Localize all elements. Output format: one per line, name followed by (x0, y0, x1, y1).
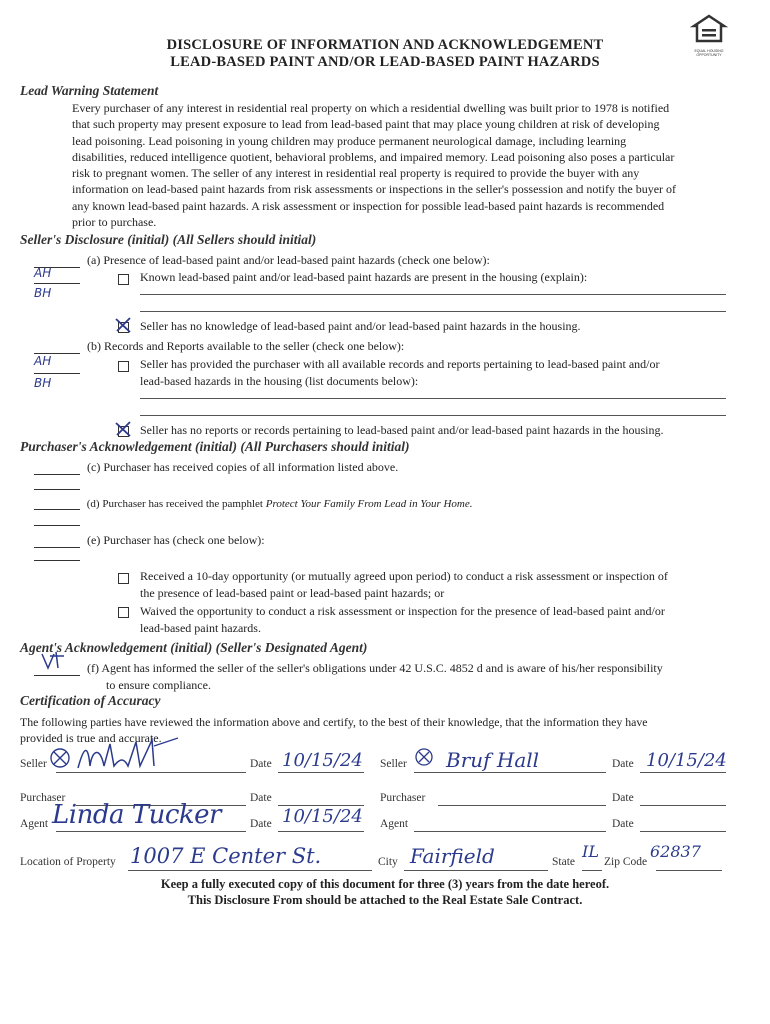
option-no-knowledge: Seller has no knowledge of lead-based paint and/or lead-based paint hazards in the housing. (140, 319, 581, 333)
lead-warning-line: information on lead-based paint hazards from risk assessments or inspections in the seller's possession and notify the buyer of (72, 182, 677, 197)
item-f (34, 661, 663, 676)
check-mark-icon (114, 316, 134, 334)
zip-line[interactable] (656, 870, 722, 871)
purchaser-1-date-label: Date (250, 792, 272, 804)
documents-line-2[interactable] (140, 415, 726, 416)
seller-1-signature (44, 736, 194, 776)
seller-2-date-value: 10/15/24 (646, 750, 727, 771)
item-a (34, 253, 490, 268)
item-e (34, 533, 265, 548)
title-line-1: DISCLOSURE OF INFORMATION AND ACKNOWLEDGEMENT (166, 37, 604, 53)
item-f-label: (f) (87, 661, 99, 675)
seller-initials-b-1: AH (34, 354, 52, 368)
option-known-lead-paint: Known lead-based paint and/or lead-based paint hazards are present in the housing (explain): (140, 270, 588, 284)
location-value: 1007 E Center St. (130, 844, 322, 868)
location-line[interactable] (128, 870, 372, 871)
seller-initials-b-2: BH (34, 376, 52, 390)
certification-heading: Certification of Accuracy (20, 693, 161, 708)
lead-warning-line: any known lead-based paint hazards. A risk assessment or inspection for possible lead-based paint hazards is recommended (72, 198, 665, 213)
initial-blank-b2[interactable] (34, 373, 80, 374)
item-f-text: Agent has informed the seller of the seller's obligations under 42 U.S.C. 4852 d and is aware of his/her responsibility (101, 661, 663, 675)
initial-blank-b[interactable] (34, 341, 80, 354)
item-c (34, 460, 398, 475)
purchaser-2-date-line[interactable] (640, 805, 726, 806)
title-line-2: LEAD-BASED PAINT AND/OR LEAD-BASED PAINT HAZARDS (170, 54, 600, 70)
certification-line-2: provided is true and accurate. (20, 731, 162, 745)
footer-line-1: Keep a fully executed copy of this document for three (3) years from the date hereof. (160, 877, 610, 891)
pamphlet-title: Protect Your Family From Lead in Your Home. (265, 498, 473, 510)
checkbox-received-opportunity[interactable] (118, 573, 129, 584)
initial-blank-a2[interactable] (34, 283, 80, 284)
lead-warning-line: lead poisoning. Lead poisoning in young children may produce permanent neurological damage, including learning (72, 133, 627, 148)
item-d-text: Purchaser has received the pamphlet (102, 498, 266, 510)
explain-line-1[interactable] (140, 294, 726, 295)
item-b-label: (b) (87, 339, 101, 353)
zip-label: Zip Code (604, 856, 648, 868)
state-label: State (552, 856, 575, 868)
item-b (34, 339, 404, 354)
item-c-label: (c) (87, 460, 101, 474)
state-line[interactable] (582, 870, 602, 871)
seller-initials-a-2: BH (34, 286, 52, 300)
checkbox-waived-opportunity[interactable] (118, 607, 129, 618)
purchaser-2-signature-line[interactable] (438, 805, 606, 806)
lead-warning-heading: Lead Warning Statement (20, 83, 159, 98)
agent-2-label: Agent (380, 818, 409, 830)
item-a-label: (a) (87, 253, 101, 267)
seller-2-signature-line[interactable] (414, 772, 606, 773)
lead-warning-line: disabilities, reduced intelligence quotient, behavioral problems, and impaired memory. Lead poisoning also poses a particular (72, 149, 675, 164)
seller-2-date-line[interactable] (640, 772, 726, 773)
lead-warning-line: prior to purchase. (72, 215, 157, 230)
seller-2-date-label: Date (612, 758, 634, 770)
agent-1-date-line[interactable] (278, 831, 364, 832)
item-c-text: Purchaser has received copies of all information listed above. (103, 460, 399, 474)
initial-blank-d2[interactable] (34, 525, 80, 526)
item-e-label: (e) (87, 533, 101, 547)
agent-initials-mark (38, 650, 68, 674)
city-label: City (378, 856, 398, 868)
state-value: IL (582, 842, 599, 861)
lead-warning-line: Every purchaser of any interest in residential real property on which a residential dwelling was built prior to 1978 is notified (72, 101, 670, 115)
seller-1-date-value: 10/15/24 (282, 750, 363, 771)
initial-blank-e2[interactable] (34, 560, 80, 561)
purchaser-2-label: Purchaser (380, 792, 426, 804)
seller-1-label: Seller (20, 758, 47, 770)
sellers-disclosure-heading: Seller's Disclosure (initial) (All Sellers should initial) (20, 232, 317, 247)
item-e-text: Purchaser has (check one below): (103, 533, 265, 547)
lead-warning-line: that such property may present exposure to lead from lead-based paint that may place young children at risk of developing (72, 117, 660, 132)
purchaser-1-label: Purchaser (20, 792, 66, 804)
agent-ack-heading: Agent's Acknowledgement (initial) (Seller's Designated Agent) (20, 640, 368, 655)
seller-initials-a-1: AH (34, 266, 52, 280)
seller-1-date-line[interactable] (278, 772, 364, 773)
agent-2-date-label: Date (612, 818, 634, 830)
location-label: Location of Property (20, 856, 116, 868)
purchasers-ack-heading: Purchaser's Acknowledgement (initial) (All Purchasers should initial) (20, 439, 410, 454)
city-line[interactable] (404, 870, 548, 871)
zip-value: 62837 (650, 842, 701, 861)
explain-line-2[interactable] (140, 311, 726, 312)
seller-2-signature: Bruf Hall (446, 748, 540, 772)
seller-2-label: Seller (380, 758, 407, 770)
item-d-label: (d) (86, 498, 100, 510)
checkbox-records-provided[interactable] (118, 361, 129, 372)
option-received-opportunity-1: Received a 10-day opportunity (or mutually agreed upon period) to conduct a risk assessment or inspection of (140, 569, 668, 583)
item-a-text: Presence of lead-based paint and/or lead-based paint hazards (check one below): (103, 253, 490, 267)
initial-blank-c2[interactable] (34, 489, 80, 490)
item-d (34, 497, 473, 510)
seller-2-x-mark (414, 746, 436, 768)
option-records-provided-1: Seller has provided the purchaser with all available records and reports pertaining to lead-based paint and/or (140, 357, 660, 371)
check-mark-icon (114, 420, 134, 438)
purchaser-2-date-label: Date (612, 792, 634, 804)
lead-warning-body (72, 100, 762, 230)
item-b-text: Records and Reports available to the seller (check one below): (104, 339, 405, 353)
agent-2-signature-line[interactable] (414, 831, 606, 832)
lead-warning-line: risk to pregnant women. The seller of any interest in residential real property is required to provide the buyer with any (72, 166, 640, 181)
agent-1-date-label: Date (250, 818, 272, 830)
documents-line-1[interactable] (140, 398, 726, 399)
agent-date-value: 10/15/24 (282, 806, 363, 827)
footer-line-2: This Disclosure From should be attached to the Real Estate Sale Contract. (187, 893, 583, 907)
agent-1-label: Agent (20, 818, 49, 830)
option-no-records: Seller has no reports or records pertaining to lead-based paint and/or lead-based paint hazards in the housing. (140, 423, 664, 437)
certification-line-1: The following parties have reviewed the information above and certify, to the best of their knowledge, that the information they have (20, 715, 648, 729)
initial-blank-e[interactable] (34, 535, 80, 548)
checkbox-known-lead-paint[interactable] (118, 274, 129, 285)
option-received-opportunity-2: the presence of lead-based paint or lead-based paint hazards; or (140, 586, 445, 600)
initial-blank-c[interactable] (34, 462, 80, 475)
item-f-text-2: to ensure compliance. (106, 678, 211, 692)
logo-text: EQUAL HOUSING OPPORTUNITY (694, 49, 724, 57)
seller-1-date-label: Date (250, 758, 272, 770)
agent-signature: Linda Tucker (52, 800, 221, 830)
agent-1-signature-line[interactable] (56, 831, 246, 832)
initial-blank-d[interactable] (34, 497, 80, 510)
option-waived-opportunity-2: lead-based paint hazards. (140, 621, 261, 635)
option-records-provided-2: lead-based hazards in the housing (list documents below): (140, 374, 419, 388)
agent-2-date-line[interactable] (640, 831, 726, 832)
city-value: Fairfield (410, 844, 495, 868)
option-waived-opportunity-1: Waived the opportunity to conduct a risk assessment or inspection for the presence of lead-based paint and/or (140, 604, 665, 618)
